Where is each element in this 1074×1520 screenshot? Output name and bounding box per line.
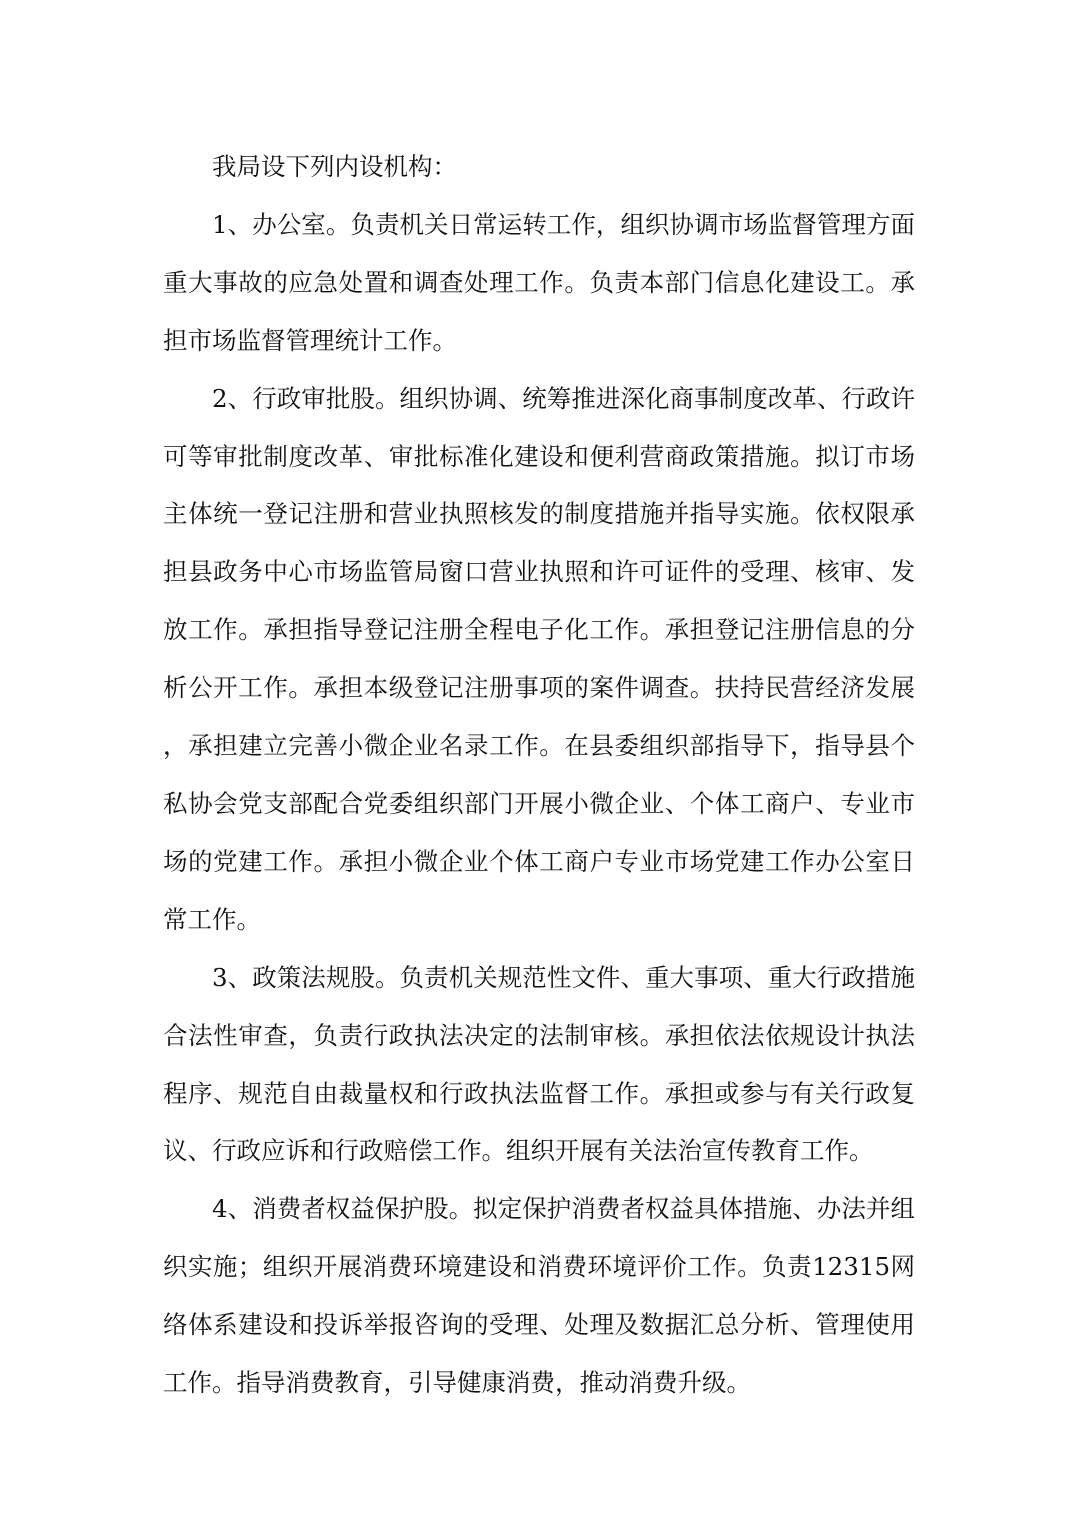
intro-paragraph: 我局设下列内设机构： [212,152,457,181]
document-body [163,138,915,1412]
administrative-approval-paragraph: 2、行政审批股。组织协调、统筹推进深化商事制度改革、行政许可等审批制度改革、审批标准化建设和便利营商政策措施。拟订市场主体统一登记注册和营业执照核发的制度措施并指导实施。依权限承担县政务中心市场监管局窗口营业执照和许可证件的受理、核审、发放工作。承担指导登记注册全程电子化工作。承担登记注册信息的分析公开工作。承担本级登记注册事项的案件调查。扶持民营经济发展，承担建立完善小微企业名录工作。在县委组织部指导下，指导县个私协会党支部配合党委组织部门开展小微企业、个体工商户、专业市场的党建工作。承担小微企业个体工商户专业市场党建工作办公室日常工作。 [163,383,915,934]
consumer-rights-paragraph: 4、消费者权益保护股。拟定保护消费者权益具体措施、办法并组织实施；组织开展消费环境建设和消费环境评价工作。负责12315网络体系建设和投诉举报咨询的受理、处理及数据汇总分析、管理使用工作。指导消费教育，引导健康消费，推动消费升级。 [163,1194,915,1398]
policy-regulations-paragraph: 3、政策法规股。负责机关规范性文件、重大事项、重大行政措施合法性审查，负责行政执法决定的法制审核。承担依法依规设计执法程序、规范自由裁量权和行政执法监督工作。承担或参与有关行政复议、行政应诉和行政赔偿工作。组织开展有关法治宣传教育工作。 [163,962,915,1166]
office-paragraph: 1、办公室。负责机关日常运转工作，组织协调市场监督管理方面重大事故的应急处置和调查处理工作。负责本部门信息化建设工。承担市场监督管理统计工作。 [163,209,915,355]
